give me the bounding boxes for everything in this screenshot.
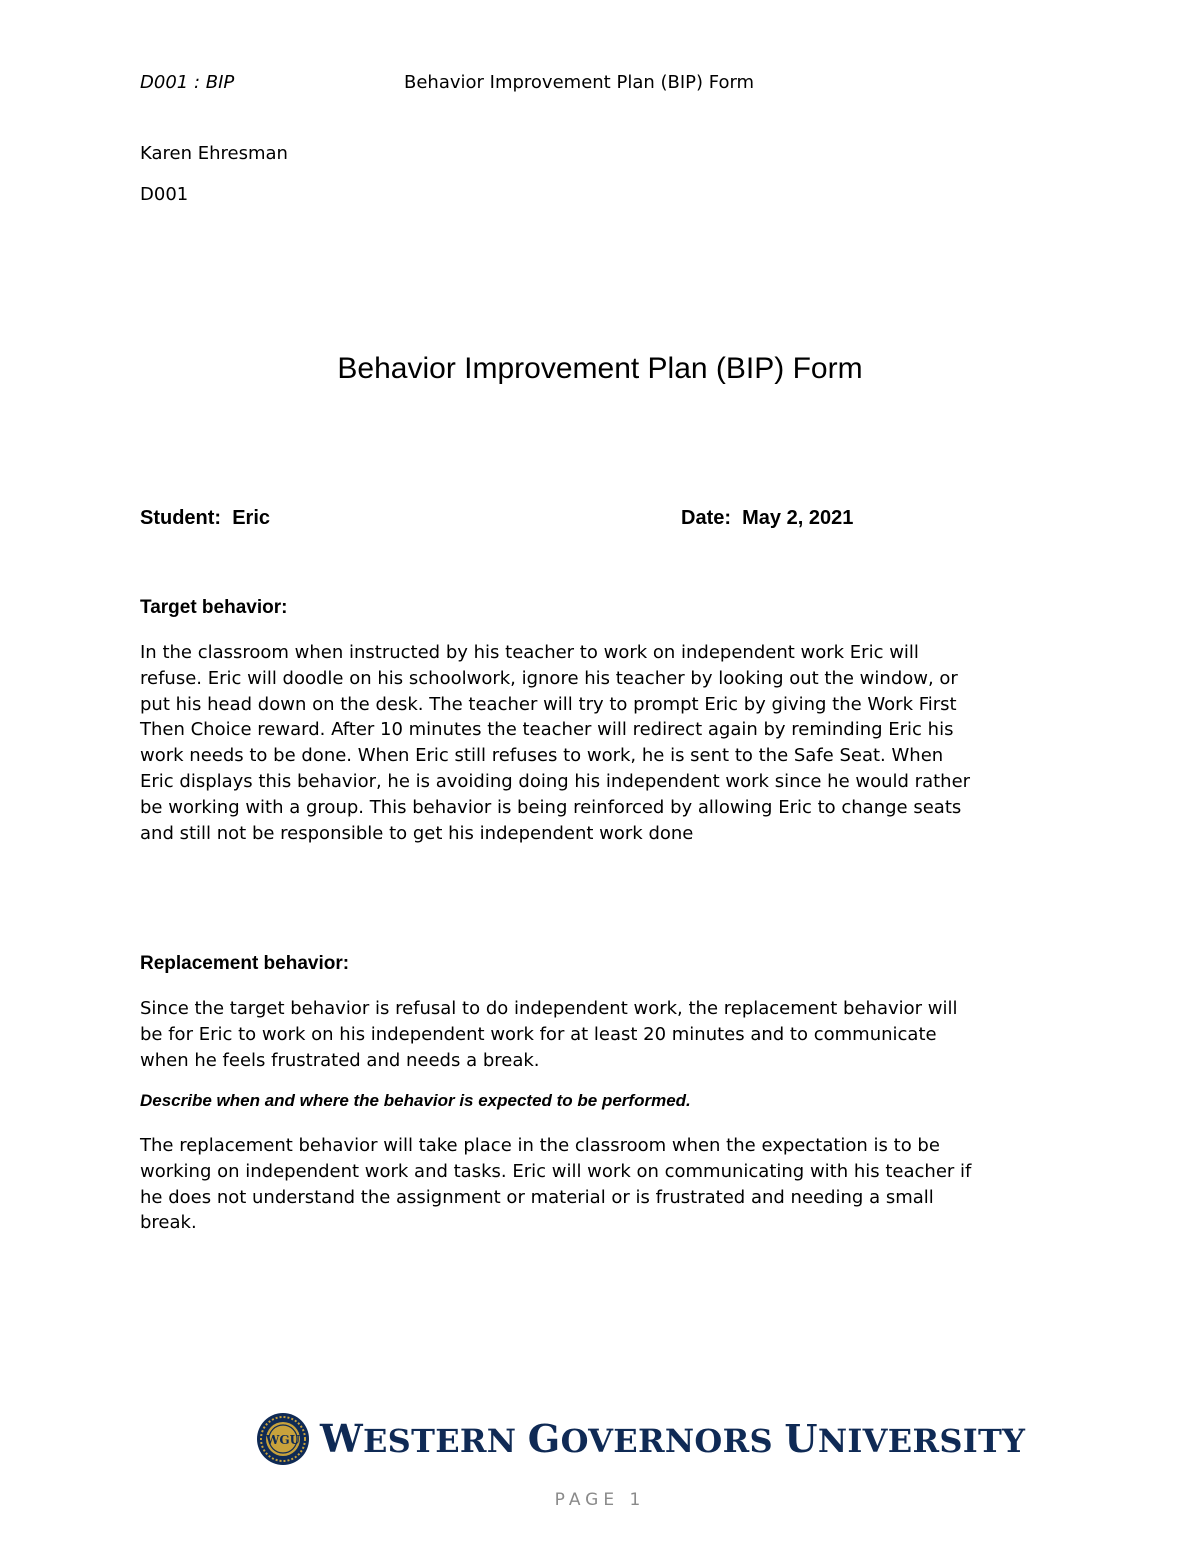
text-line: when he feels frustrated and needs a break.: [140, 1049, 540, 1071]
text-line: he does not understand the assignment or material or is frustrated and needing a small: [140, 1186, 934, 1208]
page-number: PAGE 1: [554, 1490, 646, 1510]
text-line: In the classroom when instructed by his teacher to work on independent work Eric will: [140, 642, 919, 663]
text-line: refuse. Eric will doodle on his schoolwork, ignore his teacher by looking out the window, or: [140, 667, 958, 689]
wordmark-rest: OVERNORS: [560, 1422, 773, 1460]
seal-text: WGU: [265, 1433, 301, 1447]
date-label: Date:: [681, 507, 732, 529]
text-line: working on independent work and tasks. Eric will work on communicating with his teacher if: [140, 1160, 972, 1182]
text-line: Since the target behavior is refusal to do independent work, the replacement behavior will: [140, 998, 958, 1019]
text-line: be for Eric to work on his independent work for at least 20 minutes and to communicate: [140, 1023, 937, 1045]
student-label: Student:: [140, 507, 222, 529]
target-behavior-text: [140, 640, 1060, 846]
text-line: and still not be responsible to get his independent work done: [140, 822, 694, 844]
text-line: Eric displays this behavior, he is avoiding doing his independent work since he would rather: [140, 770, 971, 792]
university-wordmark: [320, 1416, 1025, 1461]
header-document-title: Behavior Improvement Plan (BIP) Form: [404, 72, 755, 93]
replacement-behavior-heading: Replacement behavior:: [140, 953, 350, 974]
text-line: be working with a group. This behavior is being reinforced by allowing Eric to change seats: [140, 796, 962, 818]
when-where-text: [140, 1133, 1060, 1236]
date-value: May 2, 2021: [742, 507, 854, 529]
wordmark-initial: W: [320, 1416, 363, 1461]
university-seal-icon: [256, 1412, 310, 1466]
replacement-behavior-text: [140, 996, 1060, 1073]
text-line: put his head down on the desk. The teacher will try to prompt Eric by giving the Work First: [140, 693, 957, 715]
student-value: Eric: [232, 507, 271, 529]
wordmark-initial: G: [527, 1416, 561, 1461]
wordmark-rest: ESTERN: [362, 1422, 517, 1460]
page-title: Behavior Improvement Plan (BIP) Form: [337, 352, 863, 385]
text-line: Then Choice reward. After 10 minutes the teacher will redirect again by reminding Eric his: [140, 719, 954, 741]
university-logo: [256, 1410, 1026, 1470]
date-field: [681, 507, 853, 530]
wordmark-rest: NIVERSITY: [817, 1422, 1026, 1460]
target-behavior-heading: Target behavior:: [140, 597, 288, 618]
when-where-question: Describe when and where the behavior is expected to be performed.: [140, 1091, 691, 1110]
text-line: break.: [140, 1212, 197, 1234]
header-course-code: D001 : BIP: [140, 72, 235, 93]
wordmark-initial: U: [784, 1416, 818, 1461]
text-line: The replacement behavior will take place in the classroom when the expectation is to be: [140, 1135, 940, 1156]
text-line: work needs to be done. When Eric still refuses to work, he is sent to the Safe Seat. When: [140, 745, 944, 767]
author-name: Karen Ehresman: [140, 143, 288, 164]
course-code: D001: [140, 184, 189, 205]
student-field: [140, 507, 270, 530]
